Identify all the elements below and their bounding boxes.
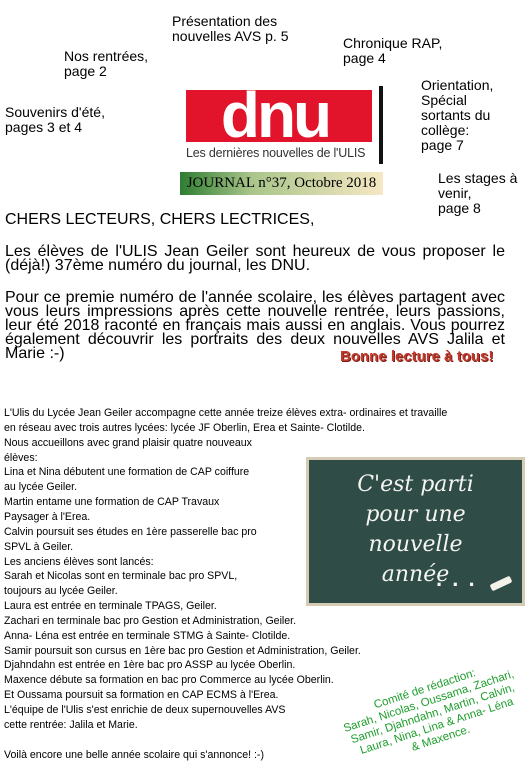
body-line: L'équipe de l'Ulis s'est enrichie de deux supernouvelles AVS [4, 704, 286, 716]
body-line: en réseau avec trois autres lycées: lycée JF Oberlin, Erea et Sainte- Clotilde. [4, 421, 365, 434]
teaser-rentrees: Nos rentrées, page 2 [64, 48, 149, 79]
chalkboard-dots: . . . [436, 566, 477, 591]
logo: dnu [220, 79, 330, 151]
body-line: au lycée Geiler. [4, 481, 78, 494]
journal-title: JOURNAL n°37, Octobre 2018 [186, 175, 377, 191]
body-line: Martin entame une formation de CAP Travaux [4, 496, 220, 509]
intro-paragraph-2: Pour ce premie numéro de l'année scolaire, les élèves partagent avec vous leurs impressions après cette nouvelle rentrée, leurs passions, leur été 2018 raconté en français mais aussi en anglais. Vous pourrez également découvrir les portraits des deux nouvelles AVS Jalila et Marie :-) [5, 289, 505, 362]
body-line: SPVL à Geiler. [4, 540, 74, 553]
body-line: Lina et Nina débutent une formation de CAP coiffure [4, 466, 250, 479]
body-line: élèves: [4, 451, 38, 464]
logo-divider [379, 86, 383, 164]
teaser-stages: Les stages à venir, page 8 [438, 170, 518, 216]
body-line: Laura est entrée en terminale TPAGS, Geiler. [4, 600, 217, 613]
body-line: Les anciens élèves sont lancés: [4, 555, 154, 568]
body-line: Maxence débute sa formation en bac pro Commerce au lycée Oberlin. [4, 674, 334, 687]
body-line: Zachari en terminale bac pro Gestion et Administration, Geiler. [4, 614, 297, 627]
logo-subtitle: Les dernières nouvelles de l'ULIS [186, 146, 366, 160]
bonne-lecture: Bonne lecture à tous! [340, 348, 494, 365]
body-line: Samir poursuit son cursus en 1ère bac pro Gestion et Administration, Geiler. [4, 644, 361, 657]
teaser-orientation: Orientation, Spécial sortants du collège: page 7 [421, 77, 494, 153]
body-line: Paysager à l'Erea. [4, 510, 91, 523]
body-line: cette rentrée: Jalila et Marie. [4, 718, 138, 731]
body-line: Voilà encore une belle année scolaire qui s'annonce! :-) [4, 748, 264, 761]
body-line: toujours au lycée Geiler. [4, 585, 118, 598]
body-line: Et Oussama poursuit sa formation en CAP ECMS à l'Erea. [4, 689, 279, 702]
teaser-souvenirs: Souvenirs d'été, pages 3 et 4 [5, 104, 105, 135]
teaser-rap: Chronique RAP, page 4 [343, 35, 443, 66]
comite-redaction: Comité de rédaction: Sarah, Nicolas, Oussama, Zachari, Samir, Djahndahn, Martin, Calvin, Laura, Nina, Lina & Anna- Léna & Maxence. [342, 667, 517, 757]
body-line: Calvin poursuit ses études en 1ère passerelle bac pro [4, 525, 257, 538]
body-line: Sarah et Nicolas sont en terminale bac pro SPVL, [4, 570, 238, 583]
chalkboard-text: C'est parti pour une nouvelle année [357, 472, 474, 587]
intro-paragraph-1: Les élèves de l'ULIS Jean Geiler sont heureux de vous proposer le (déjà!) 37ème numéro du journal, les DNU. [5, 243, 505, 274]
body-line: Djahndahn est entrée en 1ère bac pro ASSP au lycée Oberlin. [4, 659, 296, 672]
body-line: Nous accueillons avec grand plaisir quatre nouveaux [4, 436, 252, 449]
body-line: Anna- Léna est entrée en terminale STMG à Sainte- Clotilde. [4, 629, 291, 642]
body-line: L'Ulis du Lycée Jean Geiler accompagne cette année treize élèves extra- ordinaires et travaille [4, 407, 448, 419]
teaser-presentation: Présentation des nouvelles AVS p. 5 [172, 13, 289, 44]
intro-greeting: CHERS LECTEURS, CHERS LECTRICES, [5, 211, 315, 228]
